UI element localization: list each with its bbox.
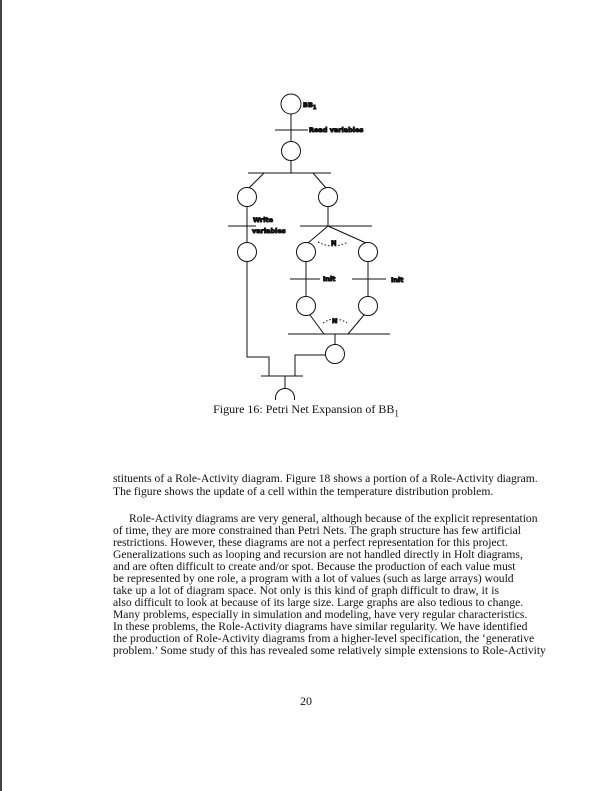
place-bb1 [281, 94, 301, 114]
places [238, 94, 378, 400]
label-write: Write [253, 216, 274, 224]
place [359, 243, 378, 262]
text-line: the production of Role-Activity diagrams from a higher-level specification, the ‘generative [113, 632, 535, 645]
text-line: Role-Activity diagrams are very general, although because of the explicit representation [129, 512, 538, 525]
place [282, 142, 301, 161]
text-line: take up a lot of diagram space. Not only is this kind of graph difficult to draw, it is [113, 584, 499, 597]
label-n-top: N [331, 239, 337, 247]
label-n-bottom: N [332, 317, 338, 325]
text-line: be represented by one role, a program with a lot of values (such as large arrays) would [113, 572, 514, 585]
label-variables: variables [252, 227, 286, 235]
text-line: and are often difficult to create and/or spot. Because the production of each value must [113, 560, 516, 573]
place [238, 243, 257, 262]
text-line: Generalizations such as looping and recursion are not handled directly in Holt diagrams, [113, 548, 523, 561]
figure-caption: Figure 16: Petri Net Expansion of $BB_1$ [213, 402, 399, 419]
label-init-right: Init [391, 276, 404, 284]
text-line: also difficult to look at because of its large size. Large graphs are also tedious to change. [113, 596, 524, 609]
place [276, 389, 295, 401]
arcs [247, 114, 368, 389]
place [297, 297, 316, 316]
page-number: 20 [300, 694, 312, 708]
place [326, 345, 345, 364]
place [238, 188, 257, 207]
place [297, 243, 316, 262]
text-line: stituents of a Role-Activity diagram. Figure 18 shows a portion of a Role-Activity diagram. [113, 472, 538, 485]
text-line: of time, they are more constrained than Petri Nets. The graph structure has few artificial [113, 524, 521, 537]
text-line: problem.’ Some study of this has revealed some relatively simple extensions to Role-Activity [113, 644, 546, 657]
text-line: restrictions. However, these diagrams are not a perfect representation for this project. [113, 536, 508, 549]
label-bb1: $BB_1$ [303, 101, 317, 111]
text-line: The figure shows the update of a cell within the temperature distribution problem. [113, 485, 494, 498]
text-line: In these problems, the Role-Activity diagrams have similar regularity. We have identified [113, 620, 528, 633]
text-line: Many problems, especially in simulation and modeling, have very regular characteristics. [113, 608, 528, 621]
label-read-variables: Read variables [309, 126, 364, 134]
place [359, 297, 378, 316]
label-init-left: Init [323, 275, 336, 283]
place [319, 188, 338, 207]
transitions [228, 130, 390, 376]
